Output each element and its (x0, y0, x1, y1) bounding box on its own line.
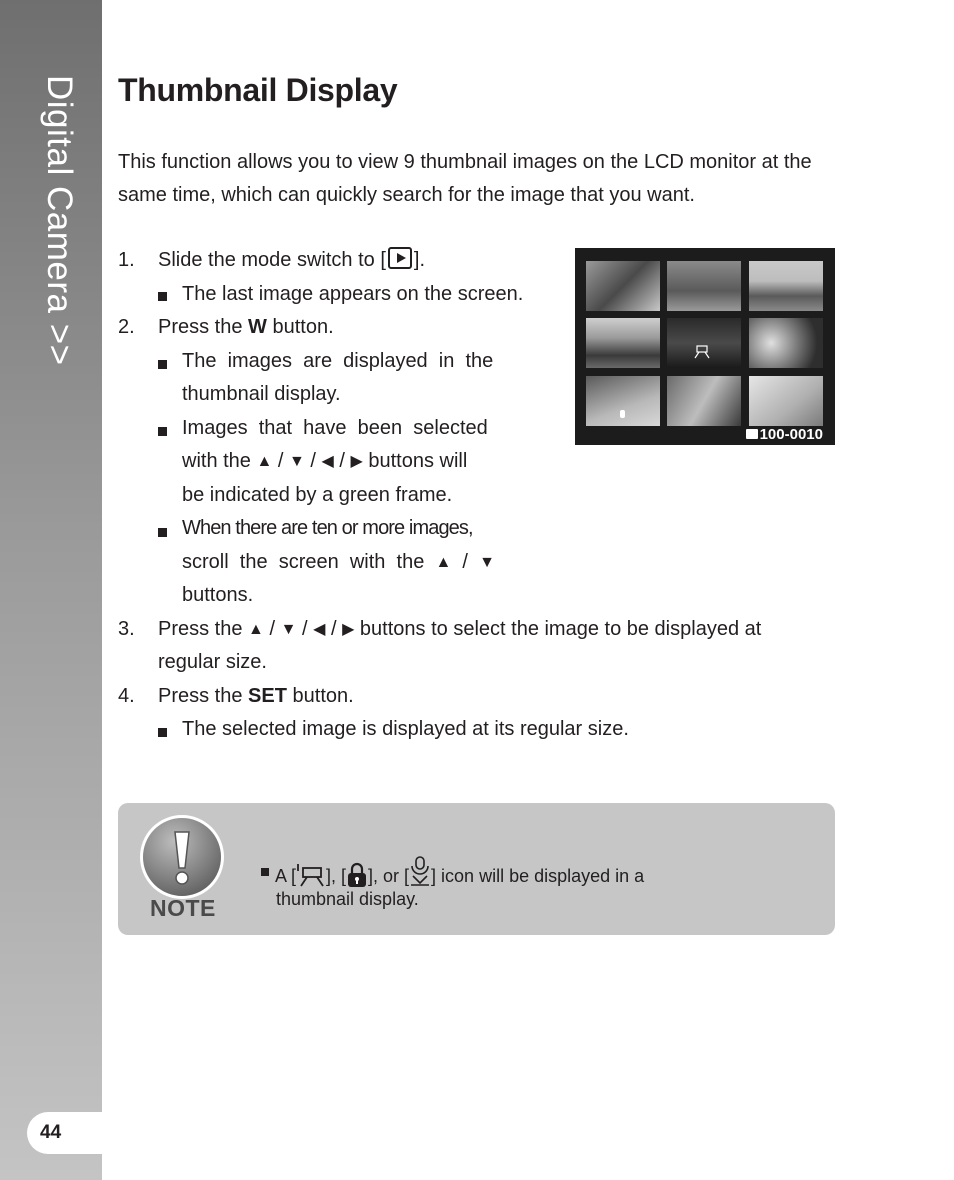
thumbnail-image (667, 261, 741, 311)
down-arrow-icon: ▼ (280, 621, 297, 638)
bullet-marker (158, 427, 167, 436)
step-2-bullet-2-line-3: be indicated by a green frame. (182, 484, 453, 506)
note-badge (140, 815, 224, 899)
with-the-text: with the (182, 450, 257, 472)
right-arrow-icon: ▶ (342, 621, 355, 638)
intro-paragraph: This function allows you to view 9 thumbnail images on the LCD monitor at the same time, which can quickly search for the image that you want. (118, 151, 812, 206)
page-title: Thumbnail Display (118, 72, 398, 108)
bullet-marker (261, 868, 269, 876)
down-arrow-icon: ▼ (289, 453, 305, 470)
thumbnail-image (667, 376, 741, 426)
set-key-label: SET (248, 685, 287, 707)
step-4-bullet: The selected image is displayed at its regular size. (182, 718, 629, 740)
step-3-line-2: regular size. (158, 651, 267, 673)
step-2-bullet-1-line-1: The images are displayed in the (182, 350, 494, 372)
w-key-label: W (248, 316, 267, 338)
step-2-bullet-2-line-1: Images that have been selected (182, 417, 488, 439)
step-2-bullet-3-line-2: scroll the screen with the ▲ / ▼ (182, 546, 495, 579)
step-3-number: 3. (118, 618, 135, 640)
left-arrow-icon: ◀ (321, 453, 334, 470)
lcd-thumbnail-screen (575, 248, 835, 445)
separator: / (304, 450, 322, 472)
movie-icon (667, 318, 741, 368)
step-2-bullet-1-line-2: thumbnail display. (182, 383, 341, 405)
up-arrow-icon: ▲ (248, 621, 264, 638)
page-number: 44 (40, 1122, 62, 1143)
step-1-number: 1. (118, 249, 135, 271)
step-2-bullet-3-line-1: When there are ten or more images, (182, 517, 473, 539)
note-part: ], or [ (368, 866, 410, 886)
step-2-post: button. (266, 316, 334, 338)
thumbnail-image (749, 261, 823, 311)
step-3-post: buttons to select the image to be displayed at (354, 618, 762, 640)
note-part: ], [ (326, 866, 347, 886)
voice-memo-icon (586, 376, 660, 426)
file-number: 100-0010 (759, 426, 823, 443)
note-part: ] icon will be displayed in a (431, 866, 645, 886)
up-arrow-icon: ▲ (256, 453, 273, 470)
step-1-post: ]. (413, 249, 426, 271)
step-3-pre: Press the (158, 618, 249, 640)
step-3-text (158, 613, 761, 646)
thumbnail-image (586, 318, 660, 368)
note-part: A [ (275, 866, 297, 886)
separator: / (296, 618, 314, 640)
step-2-bullet-2-line-2 (182, 445, 467, 478)
down-arrow-icon: ▼ (479, 554, 495, 571)
step-4-post: button. (286, 685, 354, 707)
step-2-bullet-3-line-3: buttons. (182, 584, 254, 606)
section-title: Digital Camera >> (40, 75, 79, 366)
bullet-marker (158, 528, 167, 537)
step-2-number: 2. (118, 316, 135, 338)
step-2-text (158, 311, 334, 344)
separator: / (272, 450, 289, 472)
playback-mode-icon (388, 247, 412, 269)
note-line-2: thumbnail display. (276, 889, 419, 909)
scroll-text: scroll the screen with the (182, 551, 430, 573)
file-number-label (746, 426, 823, 443)
thumbnail-image (749, 376, 823, 426)
step-4-pre: Press the (158, 685, 249, 707)
step-1-bullet: The last image appears on the screen. (182, 283, 524, 305)
step-2-pre: Press the (158, 316, 249, 338)
up-arrow-icon: ▲ (435, 554, 452, 571)
bullet-marker (158, 728, 167, 737)
note-label: NOTE (150, 895, 216, 921)
exclamation-icon (143, 818, 221, 896)
thumbnail-image (586, 376, 660, 426)
separator: / (263, 618, 281, 640)
step-1-text (158, 244, 425, 277)
bullet-marker (158, 292, 167, 301)
separator: / (325, 618, 343, 640)
right-arrow-icon: ▶ (350, 453, 363, 470)
bullet-marker (158, 360, 167, 369)
page-number-tab (27, 1112, 102, 1154)
buttons-will-text: buttons will (362, 450, 468, 472)
separator: / (333, 450, 351, 472)
step-4-number: 4. (118, 685, 135, 707)
step-1-pre: Slide the mode switch to [ (158, 249, 386, 271)
folder-icon (746, 429, 758, 439)
thumbnail-image (749, 318, 823, 368)
left-arrow-icon: ◀ (313, 621, 326, 638)
step-4-text (158, 680, 354, 713)
thumbnail-image (667, 318, 741, 368)
thumbnail-image (586, 261, 660, 311)
